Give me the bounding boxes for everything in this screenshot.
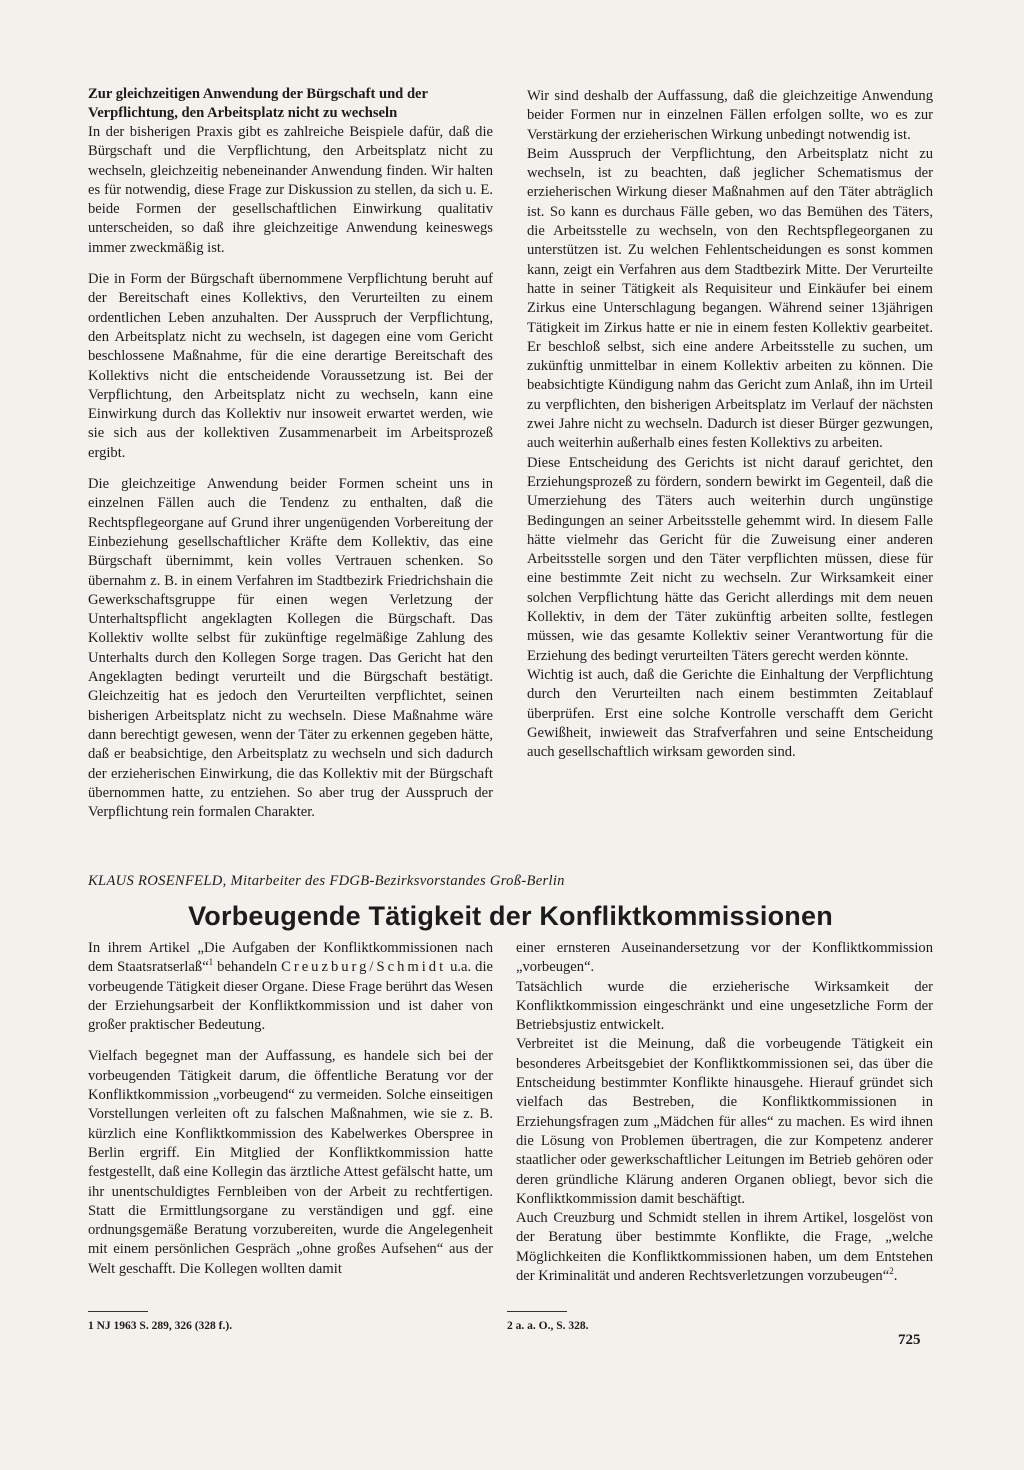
top-right-column	[527, 87, 933, 762]
footnote-rule	[507, 1311, 567, 1312]
footnote-ref: 1	[208, 957, 214, 968]
paragraph: Wichtig ist auch, daß die Gerichte die Einhaltung der Verpflichtung durch den Verurteilten nach einem bestimmten Zeitablauf überprüfen. Erst eine solche Kontrolle verschafft dem Gericht Gewißheit, inwieweit das Strafverfahren und seine Entscheidung auch gesellschaftlich wirksam geworden sind.	[527, 666, 933, 761]
paragraph: Vielfach begegnet man der Auffassung, es handele sich bei der vorbeugenden Tätigkeit darum, die öffentliche Beratung vor der Konfliktkommission „vorbeugend“ zu vermeiden. Solche einseitigen Vorstellungen verleiten oft zu falschen Maßnahmen, wie sie z. B. kürzlich eine Konfliktkommission des Kabelwerkes Oberspree in Berlin ergriff. Ein Mitglied der Konfliktkommission hatte festgestellt, daß eine Kollegin das ärztliche Attest gefälscht hatte, um ihr unentschuldigtes Fernbleiben von der Arbeit zu rechtfertigen. Statt die Ermittlungsorgane zu verständigen und ggf. eine ordnungsgemäße Beratung vorzubereiten, wurde die Angelegenheit mit einem persönlichen Gespräch „ohne großes Aufsehen“ aus der Welt geschafft. Die Kollegen wollten damit	[88, 1048, 493, 1277]
section-heading: Zur gleichzeitigen Anwendung der Bürgschaft und der Verpflichtung, den Arbeitsplatz nicht zu wechseln	[88, 86, 428, 121]
paragraph	[88, 939, 493, 1035]
article-title: Vorbeugende Tätigkeit der Konfliktkommissionen	[188, 901, 833, 931]
text-run: behandeln	[213, 959, 282, 976]
paragraph	[516, 1209, 933, 1286]
paragraph: Diese Entscheidung des Gerichts ist nicht darauf gerichtet, den Erziehungsprozeß zu fördern, sondern bewirkt im Gegenteil, daß die Umerziehung des Täters auch weiterhin durch ungünstige Bedingungen an seiner Arbeitsstelle gehemmt wird. In diesem Falle hätte vielmehr das Gericht für die Zuweisung einer anderen Arbeitsstelle sorgen und den Täter verpflichten müssen, diese für eine bestimmte Zeit nicht zu wechseln. Zur Wirksamkeit einer solchen Verpflichtung hätte das Gericht allerdings mit dem neuen Kollektiv, in dem der Täter zukünftig arbeiten sollte, festlegen müssen, wie das gesamte Kollektiv seiner Verantwortung für die Erziehung des bedingt verurteilten Täters gerecht werden könnte.	[527, 454, 933, 664]
text-run: u.a. die vorbeugende Tätigkeit dieser Organe. Diese Frage berührt das Wesen der Erziehungsarbeit der Konfliktkommission und ist daher von großer praktischer Bedeutung.	[88, 959, 493, 1034]
paragraph: einer ernsteren Auseinandersetzung vor der Konfliktkommission „vorbeugen“.	[516, 940, 933, 976]
paragraph: Beim Ausspruch der Verpflichtung, den Arbeitsplatz nicht zu wechseln, ist zu beachten, daß jeglicher Schematismus der erzieherischen Wirkung dieser Maßnahmen auf den Täter abträglich ist. So kann es durchaus Fälle geben, wo das Bemühen des Täters, die Arbeitsstelle zu wechseln, von den Rechtspflegeorganen zu unterstützen ist. Zu welchen Fehlentscheidungen es sonst kommen kann, zeigt ein Verfahren aus dem Stadtbezirk Mitte. Der Verurteilte hatte in seiner Tätigkeit als Requisiteur und Einkäufer bei einem Zirkus eine Unterschlagung begangen. Während seiner 13jährigen Tätigkeit im Zirkus hatte er nie in einem festen Kollektiv gearbeitet. Er beschloß selbst, sich eine andere Arbeitsstelle zu suchen, um zukünftig unmittelbar in einem Kollektiv arbeiten zu können. Die beabsichtigte Kündigung nahm das Gericht zum Anlaß, ihn im Urteil zu verpflichten, den bisherigen Arbeitsplatz im Verlauf der nächsten zwei Jahre nicht zu wechseln. Dadurch ist dieser Bürger gezwungen, auch weiterhin außerhalb eines festen Kollektivs zu arbeiten.	[527, 145, 933, 452]
top-left-column	[88, 85, 493, 822]
paragraph: In der bisherigen Praxis gibt es zahlreiche Beispiele dafür, daß die Bürgschaft und die Verpflichtung, den Arbeitsplatz nicht zu wechseln, gleichzeitig nebeneinander Anwendung finden. Wir halten es für notwendig, diese Frage zur Diskussion zu stellen, da sich u. E. beide Formen der gesellschaftlichen Einwirkung qualitativ unterscheiden, so daß ihre gleichzeitige Anwendung keineswegs immer zweckmäßig ist.	[88, 124, 493, 256]
bottom-right-column	[516, 939, 933, 1286]
footnote: 1 NJ 1963 S. 289, 326 (328 f.).	[88, 1320, 233, 1332]
paragraph: Wir sind deshalb der Auffassung, daß die gleichzeitige Anwendung beider Formen nur in einzelnen Fällen erfolgen sollte, wo es zur Verstärkung der erzieherischen Wirkung unbedingt notwendig ist.	[527, 88, 933, 143]
paragraph: Die gleichzeitige Anwendung beider Formen scheint uns in einzelnen Fällen auch die Tendenz zu enthalten, daß die Rechtspflegeorgane auf Grund ihrer ungenügenden Vorbereitung der Einbeziehung gesellschaftlicher Kräfte dem Kollektiv, das eine Bürgschaft übernimmt, kein volles Vertrauen schenken. So übernahm z. B. in einem Verfahren im Stadtbezirk Friedrichshain die Gewerkschaftsgruppe für einen wegen Verletzung der Unterhaltspflicht angeklagten Kollegen die Bürgschaft. Das Kollektiv wollte selbst für zukünftige regelmäßige Zahlung des Unterhalts durch den Kollegen Sorge tragen. Das Gericht hat den Angeklagten bedingt verurteilt und die Bürgschaft bestätigt. Gleichzeitig hat es jedoch den Verurteilten verpflichtet, seinen bisherigen Arbeitsplatz nicht zu wechseln. Diese Maßnahme wäre dann berechtigt gewesen, wenn der Täter zu erkennen gegeben hätte, daß er beabsichtige, den Arbeitsplatz zu wechseln und sich dadurch der erzieherischen Einwirkung, die das Kollektiv mit der Bürgschaft übernommen hatte, zu entziehen. So aber trug der Ausspruch der Verpflichtung rein formalen Charakter.	[88, 476, 493, 821]
paragraph: Tatsächlich wurde die erzieherische Wirksamkeit der Konfliktkommission eingeschränkt und eine ungesetzliche Form der Betriebsjustiz entwickelt.	[516, 978, 933, 1034]
paragraph: Verbreitet ist die Meinung, daß die vorbeugende Tätigkeit ein besonderes Arbeitsgebiet der Konfliktkommissionen sei, das über die Entscheidung bestimmter Konflikte hinausgehe. Hierauf gründet sich vielfach das Bestreben, die Konfliktkommissionen in Erziehungsfragen zum „Mädchen für alles“ zu machen. Es wird ihnen die Lösung von Problemen übertragen, die zur Kompetenz anderer staatlicher oder gewerkschaftlicher Leitungen im Betrieb gehören oder deren gründliche Klärung anderen Organen obliegt, bevor sich die Konfliktkommission damit beschäftigt.	[516, 1036, 933, 1207]
footnote: 2 a. a. O., S. 328.	[507, 1320, 589, 1332]
text-run: In ihrem Artikel „Die Aufgaben der Konfliktkommissionen nach dem Staatsratserlaß“	[88, 940, 493, 976]
bottom-left-column	[88, 939, 493, 1279]
page-number: 725	[898, 1332, 921, 1348]
author-names: Creuzburg/Schmidt	[281, 959, 447, 976]
footnote-ref: 2	[889, 1266, 894, 1277]
text-run: .	[893, 1268, 898, 1285]
author-byline: KLAUS ROSENFELD, Mitarbeiter des FDGB-Bezirksvorstandes Groß-Berlin	[88, 873, 565, 889]
text-run: Auch Creuzburg und Schmidt stellen in ihrem Artikel, losgelöst von der Beratung über bestimmte Konflikte, die Frage, „welche Möglichkeiten die Konfliktkommissionen haben, um dem Entstehen der Kriminalität und anderen Rechtsverletzungen vorzubeugen“	[516, 1210, 933, 1285]
paragraph: Die in Form der Bürgschaft übernommene Verpflichtung beruht auf der Bereitschaft eines Kollektivs, den Verurteilten zu einem ordentlichen Leben anzuhalten. Der Ausspruch der Verpflichtung, den Arbeitsplatz nicht zu wechseln, ist dagegen eine vom Gericht beschlossene Maßnahme, für die eine derartige Bereitschaft des Kollektivs nicht die entscheidende Voraussetzung ist. Bei der Verpflichtung, den Arbeitsplatz nicht zu wechseln, kann eine Einwirkung durch das Kollektiv nur insoweit erwartet werden, wie sie sich aus der kollektiven Zusammenarbeit im Arbeitsprozeß ergibt.	[88, 271, 493, 461]
footnote-rule	[88, 1311, 148, 1312]
